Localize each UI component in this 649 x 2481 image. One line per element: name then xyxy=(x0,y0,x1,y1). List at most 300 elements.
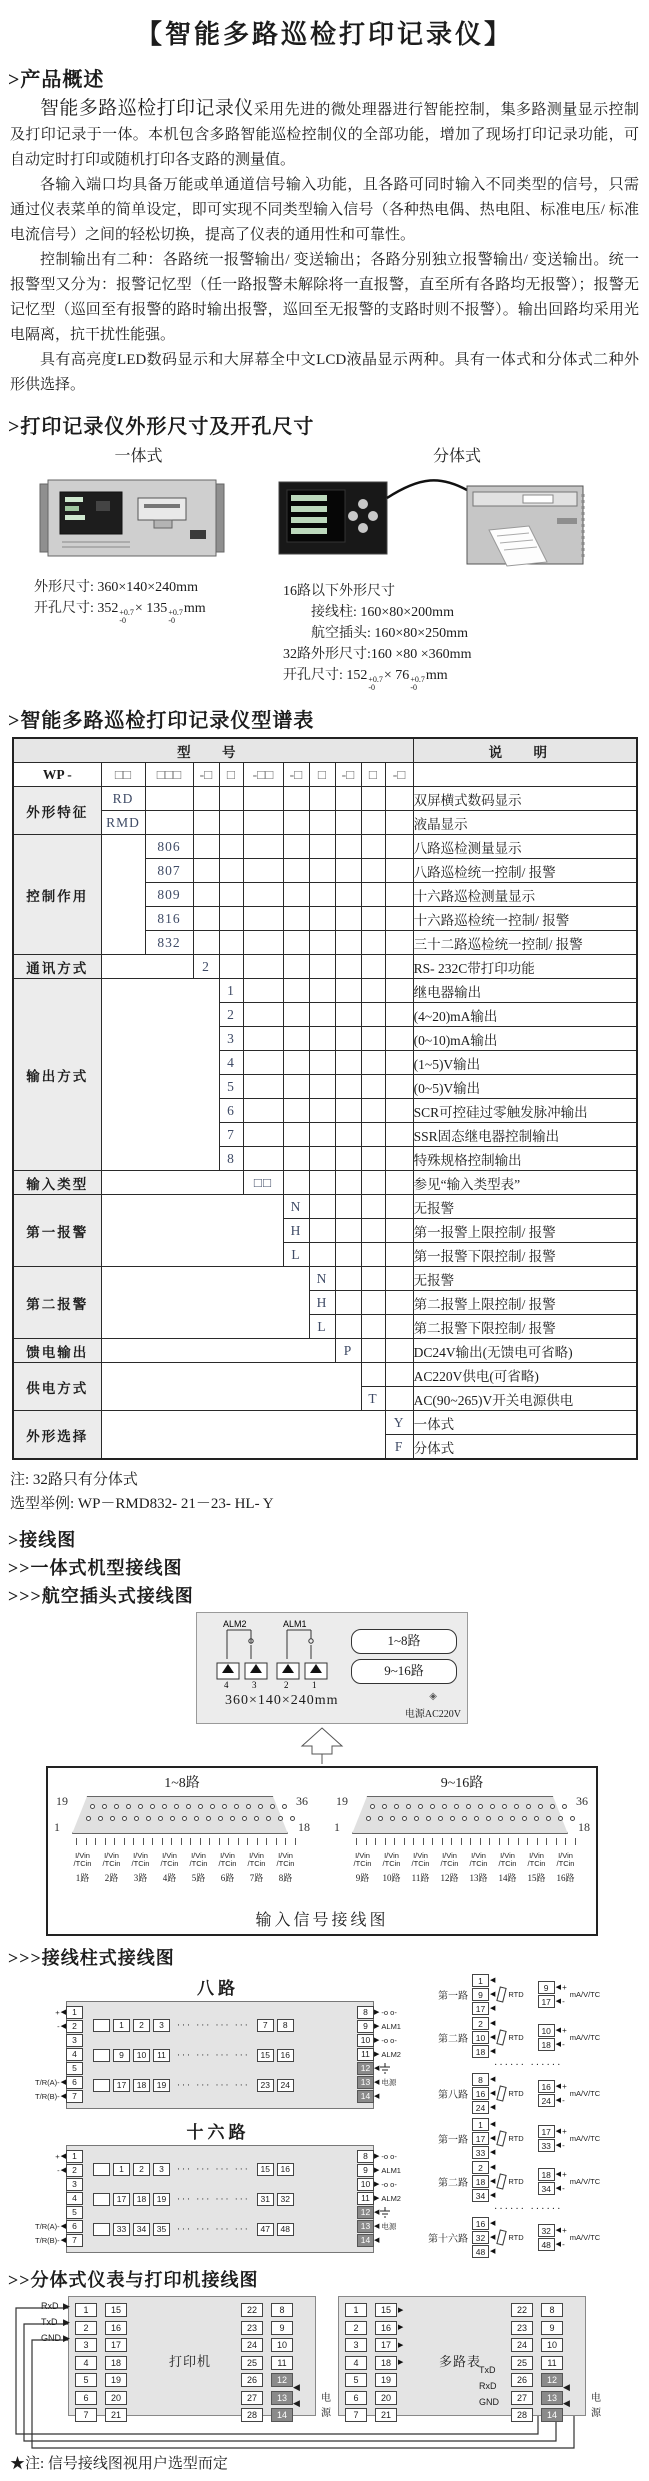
signal-wiring-footnote: ★注: 信号接线图视用户选型而定 xyxy=(10,2456,228,2472)
signal-type-label xyxy=(155,1852,184,1868)
empty-cell xyxy=(243,1099,283,1123)
terminal-box: 24 xyxy=(277,2079,294,2092)
channel-duo xyxy=(472,2161,600,2202)
connector-pin xyxy=(222,1804,227,1809)
empty-cell xyxy=(193,787,219,811)
empty-cell xyxy=(335,1075,361,1099)
signal-line2: /TCin xyxy=(527,1859,546,1868)
connector-pin xyxy=(218,1816,223,1821)
split-terminal-row xyxy=(511,2303,533,2317)
empty-cell xyxy=(283,1171,309,1195)
wire-tick xyxy=(295,1838,296,1845)
split-terminal-row xyxy=(241,2356,263,2370)
connector-pin xyxy=(270,1804,275,1809)
channel-label: 15路 xyxy=(527,1873,546,1883)
rtd-group xyxy=(472,2161,524,2202)
split-terminal-row xyxy=(105,2321,127,2335)
connector-pin xyxy=(146,1816,151,1821)
terminal-box: 3 xyxy=(345,2338,367,2352)
terminal-label: T/R(B)- xyxy=(35,2091,60,2101)
channel-wiring-column xyxy=(418,2116,649,2260)
connector-pin xyxy=(378,1816,383,1821)
split-terminal-row xyxy=(511,2391,533,2405)
terminal-2: 2 xyxy=(284,1680,289,1689)
empty-cell xyxy=(361,1219,385,1243)
terminal-box: 7 xyxy=(66,2090,83,2103)
connector-pin xyxy=(258,1804,263,1809)
split-terminal-row xyxy=(511,2338,533,2352)
terminal-box: 11 xyxy=(271,2356,293,2370)
terminal-box: 8 xyxy=(541,2303,563,2317)
connector-pin xyxy=(210,1804,215,1809)
terminal-box: 6 xyxy=(66,2076,83,2089)
empty-cell xyxy=(309,1075,335,1099)
split-terminal-row xyxy=(75,2391,97,2405)
channel-label: 16路 xyxy=(556,1873,575,1883)
spec-row xyxy=(13,1267,637,1291)
spec-row xyxy=(13,835,637,859)
left-arrow-icon: ◀ xyxy=(293,2382,300,2392)
split-wiring-heading: >>分体式仪表与打印机接线图 xyxy=(8,2270,259,2290)
left-arrow-icon: ◀ xyxy=(374,2077,380,2086)
split-terminal-row xyxy=(375,2373,403,2387)
channel-duo xyxy=(472,2118,600,2159)
empty-cell xyxy=(219,931,243,955)
terminal-box xyxy=(93,2079,110,2092)
wire-tick xyxy=(266,1838,267,1845)
ellipsis-dots: ··· ··· ··· ··· xyxy=(177,2050,250,2060)
terminal-box xyxy=(93,2193,110,2206)
alarm-terminals-diagram xyxy=(211,1617,361,1689)
integrated-outer-dims: 外形尺寸: 360×140×240mm xyxy=(34,580,198,595)
signal-terminal-row xyxy=(538,1995,567,2008)
integrated-figure xyxy=(6,443,271,692)
signal-line1: I/Vin xyxy=(500,1851,515,1860)
left-arrow-icon: ◀ xyxy=(60,2165,66,2174)
terminal-box: 10 xyxy=(357,2178,374,2191)
left-arrow-icon: ◀ xyxy=(555,1998,562,2005)
alarm-label: ALM2 xyxy=(381,2049,401,2059)
code-cell xyxy=(361,1363,385,1387)
wire-tick xyxy=(95,1838,96,1845)
empty-cell xyxy=(361,1075,385,1099)
polarity-sign: + xyxy=(562,2127,567,2136)
signal-line1: I/Vin xyxy=(220,1851,235,1860)
group-spacer xyxy=(101,1363,361,1411)
signal-terminal-row xyxy=(538,2080,567,2093)
right-terminal-row xyxy=(357,2149,433,2163)
empty-cell xyxy=(219,883,243,907)
connector-pin xyxy=(234,1804,239,1809)
connector-pin xyxy=(110,1816,115,1821)
desc-cell: AC(90~265)V开关电源供电 xyxy=(413,1387,637,1411)
empty-cell xyxy=(283,955,309,979)
empty-cell xyxy=(385,1195,413,1219)
terminal-box: 17 xyxy=(113,2079,130,2092)
group-label: 输出方式 xyxy=(13,979,101,1171)
terminal-box: 1 xyxy=(75,2303,97,2317)
empty-cell xyxy=(219,787,243,811)
channel-label: 7路 xyxy=(249,1873,264,1883)
connector-pin xyxy=(546,1816,551,1821)
group-spacer xyxy=(101,1267,309,1339)
rtd-group xyxy=(472,2073,524,2114)
inner-terminal-rows xyxy=(93,2154,294,2244)
signal-line1: I/Vin xyxy=(529,1851,544,1860)
signal-type-row xyxy=(68,1852,310,1868)
empty-cell xyxy=(385,1243,413,1267)
left-arrow-icon: ◀ xyxy=(555,2128,562,2135)
left-arrow-icon: ◀ xyxy=(60,2077,66,2086)
right-arrow-icon: ▶ xyxy=(374,2035,380,2044)
model-box-3: -□ xyxy=(193,763,219,787)
empty-cell xyxy=(361,1147,385,1171)
terminal-box: 8 xyxy=(357,2150,374,2163)
empty-cell xyxy=(335,955,361,979)
up-arrow-icon xyxy=(300,1726,344,1764)
split-dims xyxy=(283,581,643,692)
polarity-sign: + xyxy=(562,2226,567,2235)
wire-tick-row xyxy=(76,1838,296,1845)
code-cell: 2 xyxy=(193,955,219,979)
split-terminal-row xyxy=(375,2391,403,2405)
code-cell: N xyxy=(309,1267,335,1291)
rtd-terminal-row xyxy=(472,2101,495,2114)
channel-label: 12路 xyxy=(440,1873,459,1883)
signal-terminal-stack xyxy=(538,2168,567,2195)
empty-cell xyxy=(243,811,283,835)
terminal-box: 16 xyxy=(538,2080,555,2093)
signal-type-label xyxy=(184,1852,213,1868)
left-arrow-icon: ◀ xyxy=(60,2151,66,2160)
signal-terminal-row xyxy=(538,2182,567,2195)
empty-cell xyxy=(385,1051,413,1075)
ellipsis-dots: ······ ······ xyxy=(494,2060,563,2071)
empty-cell xyxy=(219,859,243,883)
left-arrow-icon: ◀ xyxy=(555,2241,562,2248)
rtd-resistor-icon xyxy=(497,1986,507,2002)
terminal-box: 27 xyxy=(511,2391,533,2405)
rtd-terminal-stack xyxy=(472,2118,495,2159)
left-arrow-icon: ◀ xyxy=(60,2091,66,2100)
split-terminal-row xyxy=(105,2391,127,2405)
terminal-box: 10 xyxy=(538,2024,555,2037)
left-terminal-row xyxy=(23,2019,83,2033)
left-terminal-row xyxy=(23,2089,83,2103)
empty-cell xyxy=(385,1291,413,1315)
empty-cell xyxy=(385,1027,413,1051)
terminal-box: 20 xyxy=(375,2391,397,2405)
group-label: 外形选择 xyxy=(13,1411,101,1460)
group-spacer xyxy=(101,1171,243,1195)
empty-cell xyxy=(335,1219,361,1243)
model-box-7: □ xyxy=(309,763,335,787)
left-arrow-icon: ◀ xyxy=(490,1991,496,1998)
right-terminal-row xyxy=(357,2177,433,2191)
empty-cell xyxy=(335,1027,361,1051)
connector-pin xyxy=(414,1816,419,1821)
desc-cell: DC24V输出(无馈电可省略) xyxy=(413,1339,637,1363)
polarity-sign: - xyxy=(562,2096,565,2105)
rtd-terminal-stack xyxy=(472,2017,495,2058)
empty-cell xyxy=(309,835,335,859)
signal-type-label xyxy=(522,1852,551,1868)
wire-tick xyxy=(86,1838,87,1845)
desc-cell: SCR可控硅过零触发脉冲输出 xyxy=(413,1099,637,1123)
block-title: 八路 xyxy=(197,1979,239,1998)
signal-line1: I/Vin xyxy=(355,1851,370,1860)
desc-cell: AC220V供电(可省略) xyxy=(413,1363,637,1387)
right-arrow-icon: ▶ xyxy=(374,2007,380,2016)
wire-tick xyxy=(432,1838,433,1845)
split-terminal-row xyxy=(75,2408,97,2422)
terminal-label: + xyxy=(55,2151,60,2161)
terminal-box: 2 xyxy=(66,2020,83,2033)
terminal-box: 22 xyxy=(511,2303,533,2317)
terminal-box: 15 xyxy=(105,2303,127,2317)
empty-cell xyxy=(335,1003,361,1027)
alarm-terminal-boxes xyxy=(217,1663,327,1679)
desc-cell: 三十二路巡检统一控制/ 报警 xyxy=(413,931,637,955)
tolerance-4: +0.7 -0 xyxy=(410,675,425,692)
left-arrow-icon: ◀ xyxy=(490,2121,496,2128)
terminal-box: 17 xyxy=(375,2338,397,2352)
connector-pin xyxy=(194,1816,199,1821)
split-terminal-row xyxy=(271,2338,293,2352)
terminal-box: 9 xyxy=(357,2164,374,2177)
terminal-box: 1 xyxy=(472,2118,489,2131)
terminal-box: 18 xyxy=(472,2045,489,2058)
desc-cell: 第二报警下限控制/ 报警 xyxy=(413,1315,637,1339)
empty-cell xyxy=(193,835,219,859)
empty-cell xyxy=(193,931,219,955)
left-terminal-column xyxy=(23,2005,83,2103)
overview-paragraph-3: 控制输出有二种：各路统一报警输出/ 变送输出；各路分别独立报警输出/ 变送输出。统一报警型又分为：报警记忆型（任一路报警未解除将一直报警，直至所有各路均无报警）；报警无记忆型（巡回至有报警的路时输出报警，巡回至无报警的支路时则不报警）。输出回路均采用光电隔离，抗干扰性能强。 xyxy=(10,252,639,343)
terminal-column-1 xyxy=(75,2303,97,2422)
split-label: 分体式 xyxy=(432,448,481,465)
desc-cell: 十六路巡检测量显示 xyxy=(413,883,637,907)
code-cell: P xyxy=(335,1339,361,1363)
tolerance-2: +0.7 -0 xyxy=(168,608,183,625)
terminal-box: 19 xyxy=(153,2193,170,2206)
right-arrow-icon: ▶ xyxy=(398,2359,404,2366)
empty-cell xyxy=(361,1267,385,1291)
empty-cell xyxy=(193,883,219,907)
empty-cell xyxy=(361,955,385,979)
empty-cell xyxy=(385,979,413,1003)
split-terminal-row xyxy=(345,2338,367,2352)
connector-pin xyxy=(90,1804,95,1809)
split-dims-line1: 16路以下外形尺寸 xyxy=(283,584,395,599)
terminal-block-main xyxy=(18,2116,418,2260)
split-terminal-row xyxy=(241,2391,263,2405)
channel-duo xyxy=(472,1974,600,2015)
connector-pin-row xyxy=(366,1816,575,1821)
signal-line2: /TCin xyxy=(440,1859,459,1868)
terminal-box: 31 xyxy=(257,2193,274,2206)
connector-pin xyxy=(282,1804,287,1809)
input-half-9-16 xyxy=(334,1772,590,1884)
terminal-4: 4 xyxy=(224,1680,229,1689)
empty-cell xyxy=(361,1003,385,1027)
input-half2-title: 9~16路 xyxy=(440,1776,484,1791)
wire-tick xyxy=(143,1838,144,1845)
connector-pin xyxy=(162,1804,167,1809)
model-box-10: -□ xyxy=(385,763,413,787)
alarm-label: ALM1 xyxy=(381,2021,401,2031)
terminal-box: 28 xyxy=(241,2408,263,2422)
rtd-resistor-icon xyxy=(497,2229,507,2245)
signal-type-label xyxy=(348,1852,377,1868)
rtd-terminal-row xyxy=(472,2217,495,2230)
integrated-device-photo xyxy=(34,468,234,572)
left-arrow-icon: ◀ xyxy=(555,2142,562,2149)
empty-cell xyxy=(361,835,385,859)
terminal-box: 18 xyxy=(105,2356,127,2370)
terminal-box: 23 xyxy=(257,2079,274,2092)
empty-cell xyxy=(361,1171,385,1195)
left-arrow-icon: ◀ xyxy=(555,1984,562,1991)
signal-terminal-row xyxy=(538,2024,567,2037)
dims-heading: >打印记录仪外形尺寸及开孔尺寸 xyxy=(8,416,315,438)
panel-size: 360×140×240mm xyxy=(225,1693,339,1708)
connector-pin-row xyxy=(86,1816,295,1821)
left-arrow-icon: ◀ xyxy=(490,2164,496,2171)
terminal-box: 3 xyxy=(75,2338,97,2352)
signal-group xyxy=(538,2024,600,2051)
terminal-box: 9 xyxy=(541,2321,563,2335)
left-terminal-row xyxy=(23,2047,83,2061)
input-diagram-caption: 输入信号接线图 xyxy=(255,1912,389,1929)
connector-pin xyxy=(186,1804,191,1809)
terminal-column-2 xyxy=(375,2303,403,2422)
empty-cell xyxy=(145,811,193,835)
terminal-box: 16 xyxy=(472,2217,489,2230)
wire-tick xyxy=(247,1838,248,1845)
split-dims-line2: 接线柱: 160×80×200mm xyxy=(311,605,454,620)
split-terminal-row xyxy=(345,2408,367,2422)
connector-pin xyxy=(490,1804,495,1809)
power-label: 电源 xyxy=(321,2393,331,2419)
terminal-label: T/R(A)- xyxy=(35,2221,60,2231)
ground-icon xyxy=(379,2063,391,2074)
empty-cell xyxy=(385,883,413,907)
integrated-dims xyxy=(34,577,271,625)
rtd-terminal-row xyxy=(472,2132,495,2145)
left-terminal-row xyxy=(23,2205,83,2219)
terminal-box: 47 xyxy=(257,2223,274,2236)
meter-box xyxy=(338,2296,601,2420)
spec-row xyxy=(13,955,637,979)
left-arrow-icon: ◀ xyxy=(490,2104,496,2111)
terminal-box: 13 xyxy=(271,2391,293,2405)
aviation-plug-rear-panel xyxy=(196,1612,468,1724)
group-label: 供电方式 xyxy=(13,1363,101,1411)
terminal-box: 1 xyxy=(345,2303,367,2317)
split-terminal-row xyxy=(241,2303,263,2317)
model-box-8: -□ xyxy=(335,763,361,787)
split-terminal-row xyxy=(75,2356,97,2370)
empty-cell xyxy=(385,1123,413,1147)
terminal-box: 18 xyxy=(538,2038,555,2051)
wire-tick xyxy=(461,1838,462,1845)
wire-tick xyxy=(489,1838,490,1845)
signal-line2: /TCin xyxy=(382,1859,401,1868)
terminal-box: 3 xyxy=(66,2034,83,2047)
empty-cell xyxy=(283,979,309,1003)
empty-cell xyxy=(361,787,385,811)
ellipsis-dots: ··· ··· ··· ··· xyxy=(177,2224,250,2234)
connector-pin xyxy=(158,1816,163,1821)
signal-line2: /TCin xyxy=(469,1859,488,1868)
split-terminal-row xyxy=(271,2356,293,2370)
inner-terminal-row xyxy=(93,2184,294,2214)
inner-terminal-row xyxy=(93,2214,294,2244)
right-arrow-icon: ▶ xyxy=(63,2333,70,2343)
rtd-terminal-stack xyxy=(472,2217,495,2258)
code-cell: L xyxy=(309,1315,335,1339)
overview-lead: 智能多路巡检打印记录仪 xyxy=(40,98,254,119)
left-arrow-icon: ◀ xyxy=(374,2207,380,2216)
wire-tick xyxy=(442,1838,443,1845)
printer-box xyxy=(41,2296,331,2420)
empty-cell xyxy=(361,1051,385,1075)
left-terminal-row xyxy=(23,2233,83,2247)
rtd-resistor-icon xyxy=(497,2130,507,2146)
signal-terminal-stack xyxy=(538,2024,567,2051)
terminal-box xyxy=(93,2019,110,2032)
connector-pin xyxy=(486,1816,491,1821)
desc-cell: 八路巡检统一控制/ 报警 xyxy=(413,859,637,883)
left-terminal-column xyxy=(23,2149,83,2247)
split-terminal-row xyxy=(541,2321,563,2335)
split-dims-line4: 32路外形尺寸:160 ×80 ×360mm xyxy=(283,647,472,662)
signal-line2: /TCin xyxy=(131,1859,150,1868)
panel-power: 电源AC220V xyxy=(404,1709,461,1720)
right-terminal-row xyxy=(357,2089,433,2103)
rtd-terminal-stack xyxy=(472,2073,495,2114)
signal-line2: /TCin xyxy=(556,1859,575,1868)
split-wiring-diagram xyxy=(8,2296,644,2454)
signal-group xyxy=(538,2080,600,2107)
empty-cell xyxy=(361,1123,385,1147)
code-cell: 6 xyxy=(219,1099,243,1123)
terminal-box: 17 xyxy=(472,2002,489,2015)
connector-pin xyxy=(474,1816,479,1821)
split-terminal-row xyxy=(271,2408,293,2422)
overview-paragraph-1 xyxy=(10,96,639,173)
terminal-box: 16 xyxy=(472,2087,489,2100)
group-spacer xyxy=(101,979,219,1171)
terminal-box: 6 xyxy=(345,2391,367,2405)
empty-cell xyxy=(335,883,361,907)
empty-cell xyxy=(243,787,283,811)
terminal-box: 33 xyxy=(538,2139,555,2152)
signal-group xyxy=(538,2125,600,2152)
terminal-box: 33 xyxy=(113,2223,130,2236)
split-terminal-row xyxy=(271,2321,293,2335)
split-terminal-row xyxy=(541,2356,563,2370)
wire-tick xyxy=(219,1838,220,1845)
pin-18: 18 xyxy=(578,1820,590,1834)
desc-cell: 特殊规格控制输出 xyxy=(413,1147,637,1171)
terminal-label: T/R(B)- xyxy=(35,2235,60,2245)
spec-row xyxy=(13,1195,637,1219)
desc-cell: (0~5)V输出 xyxy=(413,1075,637,1099)
signal-line1: I/Vin xyxy=(558,1851,573,1860)
split-device-photo xyxy=(271,468,601,576)
empty-cell xyxy=(361,1243,385,1267)
